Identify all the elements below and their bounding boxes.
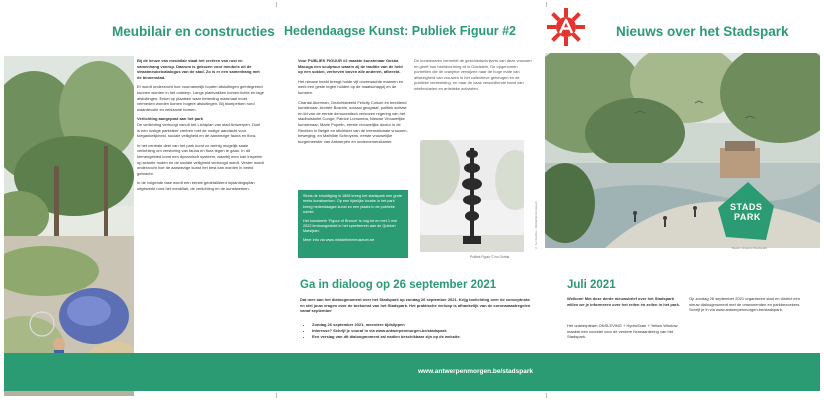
dialog-intro: Dat mee aan het dialoogmoment over het Stadspark op zondag 26 september 2021. Krijg toelichting over de conceptnota en stel jouw vragen over de toekomst van het Stadspark. Het praktische verloop is afhankelijk van de coronamaatregelen vanaf september — [300, 297, 531, 314]
col1-p3: In het centrale deel van het park komt zo weinig mogelijk saaie verlichting om verstoring van fauna en flora tegen te gaan. In dit kernengebied komt een dynamisch systeem, waarbij men kan inspelen op actuele noden en de sociale veiligheid verhoogd wordt. Verder wordt onderzocht hoe de aanwezige kunst het best kan worden in beeld gebracht. — [137, 142, 264, 176]
infobox-text-2: Het kunstwerk ‘Figuur of Bronze’ is nog tot en met 1 mei 2022 tentoongesteld in het speelterrein aan de Quinten Matsijslei. — [303, 218, 398, 234]
footer-url[interactable]: www.antwerpenmorgen.be/stadspark — [418, 368, 533, 375]
dialog-bullet: • Interesse? Schrijf je vooraf in via www.antwerpenmorgen.be/stadspark — [312, 328, 532, 334]
crop-mark — [546, 2, 547, 7]
dialog-title: Ga in dialoog op 26 september 2021 — [300, 279, 497, 291]
col1-p4: In de volgende fase wordt een eerste gedetailleerd inplantingsplan uitgewerkt rond het meubilair, de verlichting en de kunstwerken. — [137, 180, 255, 191]
crop-mark — [276, 393, 277, 398]
crop-mark — [546, 393, 547, 398]
dialog-bullets — [312, 322, 532, 340]
july-right-text: Op zondag 26 september 2021 organiseert stad en district een nieuw dialoogmoment met de omwonenden en parkbezoekers. Schrijf je in via www.antwerpenmorgen.be/stadspark. — [689, 296, 801, 313]
july-body: Het ontwerpteam ONSLEVING + HydroScan + Yellow Window maakte een voorstel voor de verdere herwaardering van het Stadspark. — [567, 323, 678, 340]
sculpture-photo-svg — [420, 140, 524, 252]
dialog-bullet: • Een verslag van dit dialoogmoment zal nadien beschikbaar zijn op de website. — [312, 334, 532, 340]
nieuws-title: Nieuws over het Stadspark — [616, 24, 789, 39]
col2-right-text: De kunstenares vermeldt de geschiedschrijvers van deze vrouwen en geeft hun beeldvorming af in Goldstein. De opgenomen portretten die de oranjeke verwijzen naar de hoge mate van afwezigheid van vrouwen in het collectieve geheugen en de publieke verbeelding, en naar de vaak verschillende band van intellectuelen en artistieke activisten. — [414, 58, 532, 91]
park-illustration-left — [4, 56, 134, 396]
col2-intro: Voor PUBLIEK FIGUUR #2 maakte kunstenaar Gosha Macuga een sculptuur waarin zij de traditie van de held op een sokkel, verheven boven alle anderen, afbreekt. — [298, 58, 403, 75]
footer-bar — [4, 353, 820, 391]
july-title: Juli 2021 — [567, 279, 616, 291]
infobox-link[interactable]: Meer info via www.middelheimmuseum.be — [303, 237, 375, 242]
park-illustration-svg — [4, 56, 134, 396]
stadspark-logo-line1: STADS — [730, 202, 763, 212]
sculpture-photo — [420, 140, 524, 252]
col2-text — [298, 58, 408, 148]
stadspark-logo-line2: PARK — [734, 212, 761, 222]
col1-p2: De verlichting verhoogt vanuit het Lichtplan van stad Antwerpen. Doel is een rustige parksfeer creëren met de nodige aandacht voor toegankelijkheid, sociale veiligheid en de aanwezige fauna en flora. — [137, 121, 261, 139]
stadspark-render — [545, 53, 820, 248]
photo-vertical-caption: © Ivo Gorbia – Middelheimmuseum — [534, 201, 538, 250]
dialog-bullet: • Zondag 26 september 2021, meerdere tijdslippen — [312, 322, 532, 328]
col1-intro: Bij de keuze van meubilair staat het creëren van rust en samenhang voorop. Daarom is gekozen voor meubels uit de straatmeubelcatalogus van de stad. Zo is er een samenhang met de binnenstad. — [137, 58, 260, 80]
photo-caption: Publiek Figuur © Ivo Gorbia — [470, 255, 510, 259]
col1-p1: Er wordt onderzocht hoe voornamelijk houten afsluitingen geïntegreerd kunnen worden in het ontwerp. Langs plantvakken komen lichte en lage afsluitingen. Enkel op plaatsen waar betreding maximaal moet vermeden worden komen hogere afsluitingen. Bij bloeiperken rond waardevolle en zeldzame bomen. — [137, 84, 264, 112]
stadspark-logo — [716, 182, 776, 242]
infobox-text-1: Sinds de inhuldiging in 1858 kreeg het stadspark een grote reeks kunstwerken. Op een tijdelijke locatie in het park kreeg hedendaagse kunst zo een plaats in de publieke ruimte. — [303, 194, 402, 215]
antwerpen-logo-svg — [547, 8, 585, 46]
july-lead: Welkom! Met deze derde nieuwsbrief over het Stadspark willen we je informeren over het reilen en zeilen in het park. — [567, 296, 680, 307]
col2-p1: Het nieuwe beeld brengt hulde vijf onverwachte mannen en werk een geste tegen holden op de maatschappij en de kunsten. — [298, 78, 404, 95]
kunst-title: Hedendaagse Kunst: Publiek Figuur #2 — [284, 24, 516, 38]
antwerpen-logo — [547, 8, 585, 46]
crop-mark — [276, 2, 277, 7]
render-credit: Beeld: Ontwerp Stadspark — [732, 246, 768, 250]
stadspark-render-svg — [545, 53, 820, 248]
col1-subheading: Verlichting aangepast aan het park — [137, 116, 204, 122]
col1-text — [137, 58, 264, 195]
col2-p2: Chantal Akerman, Gezichtsbeeld Felicity Colson en beeldend kunstenaar, Andrée Bosmin, sociaal geograaf, politiek activist en lid van de eerste democratisch verkozen regering van het stadhuistoilet Congo; Patrice Lumumba, Nieuwe Vrouwelijke kunstenaar; Marie Popelin, eerste vrouwelijke doctor in de Rechten in België en stichtster van de internationale vrouwen-beweging; en Mathilde Schroyens, eerste vrouwelijke burgemeester van Antwerpen en ondernemerskamer. — [298, 99, 408, 144]
meubilair-title: Meubilair en constructies — [112, 24, 275, 39]
middelheim-infobox — [298, 190, 408, 258]
